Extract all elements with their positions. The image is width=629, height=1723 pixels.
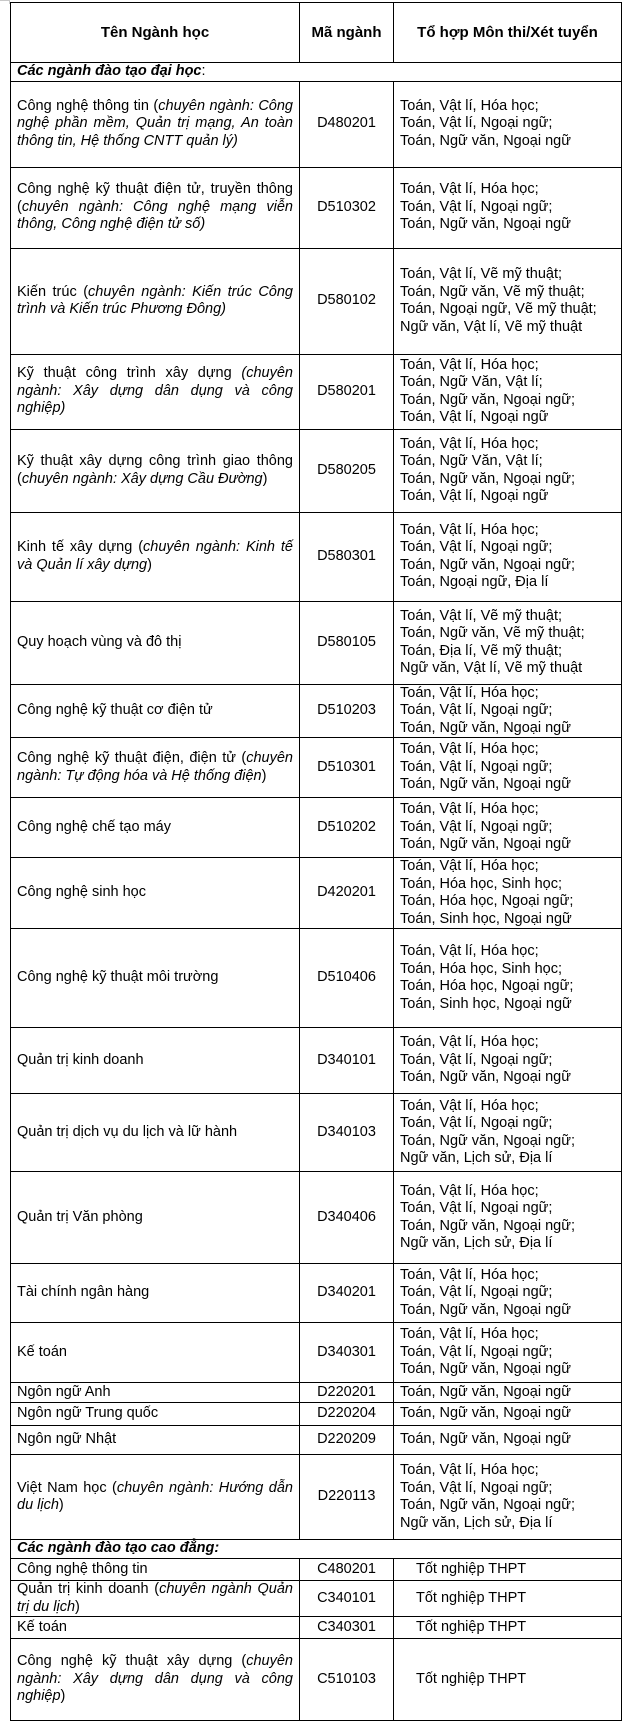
major-name-cell — [11, 1094, 300, 1172]
major-name: Quản trị Văn phòng — [17, 1208, 143, 1225]
subject-combination: Toán, Vật lí, Ngoại ngữ; — [400, 539, 553, 555]
subject-combination: Toán, Vật lí, Hóa học; — [400, 97, 539, 114]
major-name: Kỹ thuật công trình xây dựng — [17, 365, 242, 382]
subject-combination: Toán, Vật lí, Hóa học; — [400, 356, 539, 373]
subject-combination: Toán, Ngữ văn, Ngoại ngữ — [400, 1301, 571, 1318]
major-name: Công nghệ kỹ thuật môi trường — [17, 969, 219, 986]
major-specialization: chuyên ngành Quản trị du lịch — [17, 1581, 293, 1615]
subject-combination: Toán, Hóa học, Ngoại ngữ; — [400, 893, 574, 909]
section-title — [11, 63, 622, 82]
major-name-cell — [11, 858, 300, 929]
subject-combination: Toán, Vật lí, Hóa học; — [400, 943, 539, 959]
major-name-cell — [11, 1264, 300, 1323]
subject-combination: Toán, Ngữ văn, Vẽ mỹ thuật; — [400, 283, 585, 300]
major-name: Công nghệ thông tin — [17, 1560, 148, 1577]
major-code: D580102 — [300, 248, 394, 354]
subject-combination: Toán, Ngữ văn, Ngoại ngữ — [400, 719, 571, 736]
section-header-row — [11, 63, 622, 82]
major-specialization: chuyên ngành: Tự động hóa và Hệ thống điện — [17, 750, 293, 784]
subject-combination: Toán, Ngữ văn, Ngoại ngữ — [400, 1431, 571, 1448]
subject-combination: Toán, Ngữ văn, Ngoại ngữ; — [400, 470, 575, 487]
major-name-cell — [11, 929, 300, 1028]
major-name-cell — [11, 1455, 300, 1540]
major-name: Công nghệ chế tạo máy — [17, 818, 171, 835]
section-header-row — [11, 1540, 622, 1559]
major-name-cell — [11, 798, 300, 858]
subject-combination: Ngữ văn, Lịch sử, Địa lí — [400, 1514, 553, 1531]
table-row — [11, 601, 622, 684]
major-name-cell — [11, 167, 300, 248]
major-code: D510203 — [300, 684, 394, 738]
major-specialization: chuyên ngành: Công nghệ phần mềm, Quản trị mạng, An toàn thông tin, Hệ thống CNTT quản lý) — [17, 97, 293, 149]
subject-combination: Toán, Ngữ văn, Ngoại ngữ — [400, 216, 571, 233]
subject-combination: Toán, Vật lí, Ngoại ngữ; — [400, 1284, 553, 1301]
subject-combination: Tốt nghiệp THPT — [416, 1589, 527, 1606]
subject-combination: Toán, Vật lí, Ngoại ngữ; — [400, 1051, 553, 1068]
major-code: D580301 — [300, 512, 394, 601]
subject-combination: Toán, Hóa học, Sinh học; — [400, 875, 563, 892]
major-name: Công nghệ sinh học — [17, 884, 146, 901]
subject-combinations-cell — [394, 429, 622, 512]
major-code: D510202 — [300, 798, 394, 858]
subject-combination: Toán, Ngữ văn, Ngoại ngữ — [400, 776, 571, 793]
table-row — [11, 1617, 622, 1639]
major-code: D220113 — [300, 1455, 394, 1540]
subject-combinations-cell — [394, 1426, 622, 1455]
header-major-code: Mã ngành — [300, 3, 394, 63]
header-major-name: Tên Ngành học — [11, 3, 300, 63]
major-code: D510302 — [300, 167, 394, 248]
table-row — [11, 1455, 622, 1540]
major-code: D340103 — [300, 1094, 394, 1172]
subject-combinations-cell — [394, 1639, 622, 1721]
table-row — [11, 248, 622, 354]
subject-combinations-cell — [394, 1028, 622, 1094]
subject-combination: Toán, Ngữ văn, Ngoại ngữ; — [400, 556, 575, 573]
subject-combinations-cell — [394, 1383, 622, 1403]
subject-combination: Toán, Vật lí, Hóa học; — [400, 1462, 539, 1478]
subject-combination: Tốt nghiệp THPT — [416, 1670, 527, 1687]
major-specialization: chuyên ngành: Kinh tế và Quản lí xây dựng — [17, 539, 293, 573]
subject-combination: Toán, Ngữ văn, Vẽ mỹ thuật; — [400, 625, 585, 641]
major-name-closing: ) — [58, 1497, 64, 1513]
major-code: D580205 — [300, 429, 394, 512]
major-code: D510301 — [300, 738, 394, 798]
subject-combination: Tốt nghiệp THPT — [416, 1618, 527, 1635]
major-name-cell — [11, 512, 300, 601]
table-row — [11, 1581, 622, 1617]
subject-combination: Toán, Sinh học, Ngoại ngữ — [400, 910, 572, 927]
major-code: D480201 — [300, 81, 394, 167]
major-name: Tài chính ngân hàng — [17, 1284, 150, 1301]
major-name-cell — [11, 1383, 300, 1403]
subject-combination: Toán, Vật lí, Ngoại ngữ; — [400, 702, 553, 718]
major-name-cell — [11, 1639, 300, 1721]
major-name: Công nghệ kỹ thuật điện, điện tử ( — [17, 750, 247, 766]
major-name: Công nghệ thông tin ( — [17, 97, 159, 114]
major-name-cell — [11, 1323, 300, 1383]
section-title-suffix: : — [201, 63, 206, 79]
major-name: Quản trị dịch vụ du lịch và lữ hành — [17, 1123, 238, 1140]
table-row — [11, 1383, 622, 1403]
subject-combinations-cell — [394, 1323, 622, 1383]
subject-combination: Ngữ văn, Vật lí, Vẽ mỹ thuật — [400, 318, 583, 335]
subject-combinations-cell — [394, 354, 622, 429]
major-name: Công nghệ kỹ thuật điện tử, truyền thông ( — [17, 181, 293, 215]
major-code: D340301 — [300, 1323, 394, 1383]
major-code: D340201 — [300, 1264, 394, 1323]
major-name-closing: ) — [262, 470, 268, 487]
subject-combinations-cell — [394, 601, 622, 684]
table-row — [11, 429, 622, 512]
major-name-cell — [11, 429, 300, 512]
major-code: D220209 — [300, 1426, 394, 1455]
table-row — [11, 1426, 622, 1455]
subject-combination: Toán, Vật lí, Ngoại ngữ; — [400, 115, 553, 132]
major-name-closing: ) — [261, 767, 267, 784]
subject-combinations-cell — [394, 1581, 622, 1617]
subject-combination: Toán, Ngữ văn, Ngoại ngữ — [400, 1405, 571, 1422]
header-subject-combination: Tổ hợp Môn thi/Xét tuyển — [394, 3, 622, 63]
subject-combinations-cell — [394, 1172, 622, 1264]
major-code: D340101 — [300, 1028, 394, 1094]
subject-combination: Toán, Ngữ văn, Ngoại ngữ — [400, 1361, 571, 1378]
table-row — [11, 1639, 622, 1721]
major-name: Quản trị kinh doanh — [17, 1051, 144, 1068]
subject-combination: Toán, Ngữ văn, Ngoại ngữ — [400, 132, 571, 149]
major-name-cell — [11, 1403, 300, 1426]
major-code: D220201 — [300, 1383, 394, 1403]
subject-combination: Toán, Vật lí, Ngoại ngữ; — [400, 1343, 553, 1360]
major-name-cell — [11, 1426, 300, 1455]
subject-combination: Toán, Vật lí, Hóa học; — [400, 801, 539, 818]
subject-combination: Toán, Vật lí, Hóa học; — [400, 435, 539, 452]
admission-majors-table — [10, 2, 622, 1721]
subject-combination: Toán, Vật lí, Ngoại ngữ — [400, 409, 549, 425]
subject-combination: Toán, Vật lí, Hóa học; — [400, 1326, 539, 1343]
table-row — [11, 738, 622, 798]
subject-combinations-cell — [394, 1455, 622, 1540]
major-name-cell — [11, 354, 300, 429]
subject-combinations-cell — [394, 1264, 622, 1323]
major-specialization: (chuyên ngành: Xây dựng dân dụng và công nghiệp) — [17, 365, 293, 417]
major-name-cell — [11, 1581, 300, 1617]
table-row — [11, 167, 622, 248]
major-name-cell — [11, 81, 300, 167]
subject-combination: Toán, Sinh học, Ngoại ngữ — [400, 995, 572, 1012]
subject-combination: Toán, Vật lí, Ngoại ngữ; — [400, 1115, 553, 1131]
table-row — [11, 1559, 622, 1581]
subject-combination: Toán, Vật lí, Ngoại ngữ; — [400, 818, 553, 835]
subject-combination: Toán, Hóa học, Sinh học; — [400, 960, 563, 977]
major-name: Công nghệ kỹ thuật xây dựng ( — [17, 1653, 247, 1670]
major-name-closing: ) — [75, 1598, 80, 1615]
major-name-cell — [11, 248, 300, 354]
table-row — [11, 1264, 622, 1323]
subject-combinations-cell — [394, 798, 622, 858]
subject-combination: Toán, Vật lí, Hóa học; — [400, 684, 539, 701]
section-title-text: Các ngành đào tạo đại học — [17, 63, 202, 79]
table-row — [11, 929, 622, 1028]
subject-combination: Toán, Ngoại ngữ, Vẽ mỹ thuật; — [400, 301, 597, 317]
subject-combination: Ngữ văn, Lịch sử, Địa lí — [400, 1150, 553, 1166]
major-name-cell — [11, 738, 300, 798]
major-code: D510406 — [300, 929, 394, 1028]
subject-combination: Toán, Vật lí, Ngoại ngữ — [400, 488, 549, 504]
subject-combination: Toán, Ngữ Văn, Vật lí; — [400, 374, 543, 390]
subject-combination: Toán, Vật lí, Hóa học; — [400, 1097, 539, 1114]
subject-combination: Tốt nghiệp THPT — [416, 1560, 527, 1577]
major-code: D420201 — [300, 858, 394, 929]
major-name: Quản trị kinh doanh ( — [17, 1581, 160, 1597]
table-row — [11, 1323, 622, 1383]
major-name-closing: ) — [60, 1688, 66, 1705]
table-row — [11, 1403, 622, 1426]
table-row — [11, 1172, 622, 1264]
subject-combinations-cell — [394, 1403, 622, 1426]
major-name: Kế toán — [17, 1618, 67, 1635]
subject-combinations-cell — [394, 81, 622, 167]
subject-combinations-cell — [394, 684, 622, 738]
major-code: C340101 — [300, 1581, 394, 1617]
major-code: C510103 — [300, 1639, 394, 1721]
major-name: Công nghệ kỹ thuật cơ điện tử — [17, 702, 213, 718]
major-specialization: chuyên ngành: Xây dựng dân dụng và công nghiệp — [17, 1653, 293, 1705]
major-name-cell — [11, 1028, 300, 1094]
major-code: C340301 — [300, 1617, 394, 1639]
major-code: D220204 — [300, 1403, 394, 1426]
major-name: Việt Nam học ( — [17, 1479, 117, 1496]
subject-combination: Toán, Ngữ văn, Ngoại ngữ — [400, 836, 571, 853]
major-code: D580105 — [300, 601, 394, 684]
subject-combinations-cell — [394, 1559, 622, 1581]
major-name: Ngôn ngữ Anh — [17, 1383, 111, 1400]
major-specialization: chuyên ngành: Công nghệ mạng viễn thông, Công nghệ điện tử số) — [17, 198, 293, 233]
major-specialization: chuyên ngành: Kiến trúc Công trình và Kiến trúc Phương Đông) — [17, 283, 293, 317]
subject-combination: Toán, Vật lí, Vẽ mỹ thuật; — [400, 607, 562, 624]
subject-combination: Ngữ văn, Vật lí, Vẽ mỹ thuật — [400, 660, 583, 676]
major-name-cell — [11, 1172, 300, 1264]
major-name-cell — [11, 684, 300, 738]
section-title — [11, 1540, 622, 1559]
subject-combination: Toán, Vật lí, Hóa học; — [400, 181, 539, 198]
subject-combinations-cell — [394, 512, 622, 601]
subject-combination: Toán, Hóa học, Ngoại ngữ; — [400, 978, 574, 994]
subject-combinations-cell — [394, 858, 622, 929]
major-name: Kinh tế xây dựng ( — [17, 539, 144, 555]
major-name: Kỹ thuật xây dựng công trình giao thông ( — [17, 453, 293, 487]
section-title-text: Các ngành đào tạo cao đẳng: — [17, 1540, 220, 1557]
subject-combination: Toán, Vật lí, Ngoại ngữ; — [400, 1200, 553, 1216]
major-name: Ngôn ngữ Trung quốc — [17, 1405, 159, 1422]
major-name: Quy hoạch vùng và đô thị — [17, 633, 182, 650]
table-row — [11, 798, 622, 858]
table-header-row — [11, 3, 622, 63]
major-code: D580201 — [300, 354, 394, 429]
subject-combination: Toán, Vật lí, Ngoại ngữ; — [400, 1479, 553, 1496]
subject-combination: Toán, Vật lí, Hóa học; — [400, 741, 539, 758]
subject-combinations-cell — [394, 167, 622, 248]
major-name-cell — [11, 601, 300, 684]
subject-combination: Toán, Ngữ văn, Ngoại ngữ — [400, 1383, 571, 1400]
subject-combination: Toán, Vật lí, Hóa học; — [400, 1266, 539, 1283]
subject-combination: Toán, Ngoại ngữ, Địa lí — [400, 574, 549, 590]
table-row — [11, 1094, 622, 1172]
subject-combination: Toán, Vật lí, Hóa học; — [400, 858, 539, 874]
major-specialization: chuyên ngành: Xây dựng Cầu Đường — [21, 470, 263, 487]
subject-combination: Toán, Địa lí, Vẽ mỹ thuật; — [400, 642, 562, 659]
subject-combination: Toán, Ngữ văn, Ngoại ngữ; — [400, 391, 575, 408]
table-row — [11, 1028, 622, 1094]
subject-combination: Ngữ văn, Lịch sử, Địa lí — [400, 1235, 553, 1251]
major-name-closing: ) — [147, 556, 152, 573]
major-code: D340406 — [300, 1172, 394, 1264]
subject-combination: Toán, Ngữ văn, Ngoại ngữ; — [400, 1132, 575, 1149]
table-row — [11, 858, 622, 929]
subject-combination: Toán, Ngữ văn, Ngoại ngữ; — [400, 1217, 575, 1234]
subject-combinations-cell — [394, 738, 622, 798]
subject-combinations-cell — [394, 1617, 622, 1639]
table-row — [11, 354, 622, 429]
subject-combination: Toán, Ngữ Văn, Vật lí; — [400, 453, 543, 469]
major-code: C480201 — [300, 1559, 394, 1581]
subject-combination: Toán, Vật lí, Ngoại ngữ; — [400, 198, 553, 215]
subject-combination: Toán, Vật lí, Hóa học; — [400, 1034, 539, 1051]
subject-combinations-cell — [394, 929, 622, 1028]
table-row — [11, 512, 622, 601]
major-name-cell — [11, 1559, 300, 1581]
major-name: Ngôn ngữ Nhật — [17, 1431, 117, 1448]
major-name: Kế toán — [17, 1343, 67, 1360]
table-body — [11, 63, 622, 1721]
major-name: Kiến trúc ( — [17, 283, 89, 300]
major-specialization: chuyên ngành: Hướng dẫn du lịch — [17, 1479, 293, 1513]
subject-combination: Toán, Vật lí, Hóa học; — [400, 521, 539, 538]
subject-combination: Toán, Ngữ văn, Ngoại ngữ; — [400, 1497, 575, 1513]
subject-combination: Toán, Vật lí, Vẽ mỹ thuật; — [400, 266, 562, 282]
major-name-cell — [11, 1617, 300, 1639]
subject-combination: Toán, Vật lí, Ngoại ngữ; — [400, 758, 553, 775]
subject-combinations-cell — [394, 248, 622, 354]
table-row — [11, 684, 622, 738]
table-row — [11, 81, 622, 167]
subject-combinations-cell — [394, 1094, 622, 1172]
subject-combination: Toán, Ngữ văn, Ngoại ngữ — [400, 1069, 571, 1086]
subject-combination: Toán, Vật lí, Hóa học; — [400, 1182, 539, 1199]
